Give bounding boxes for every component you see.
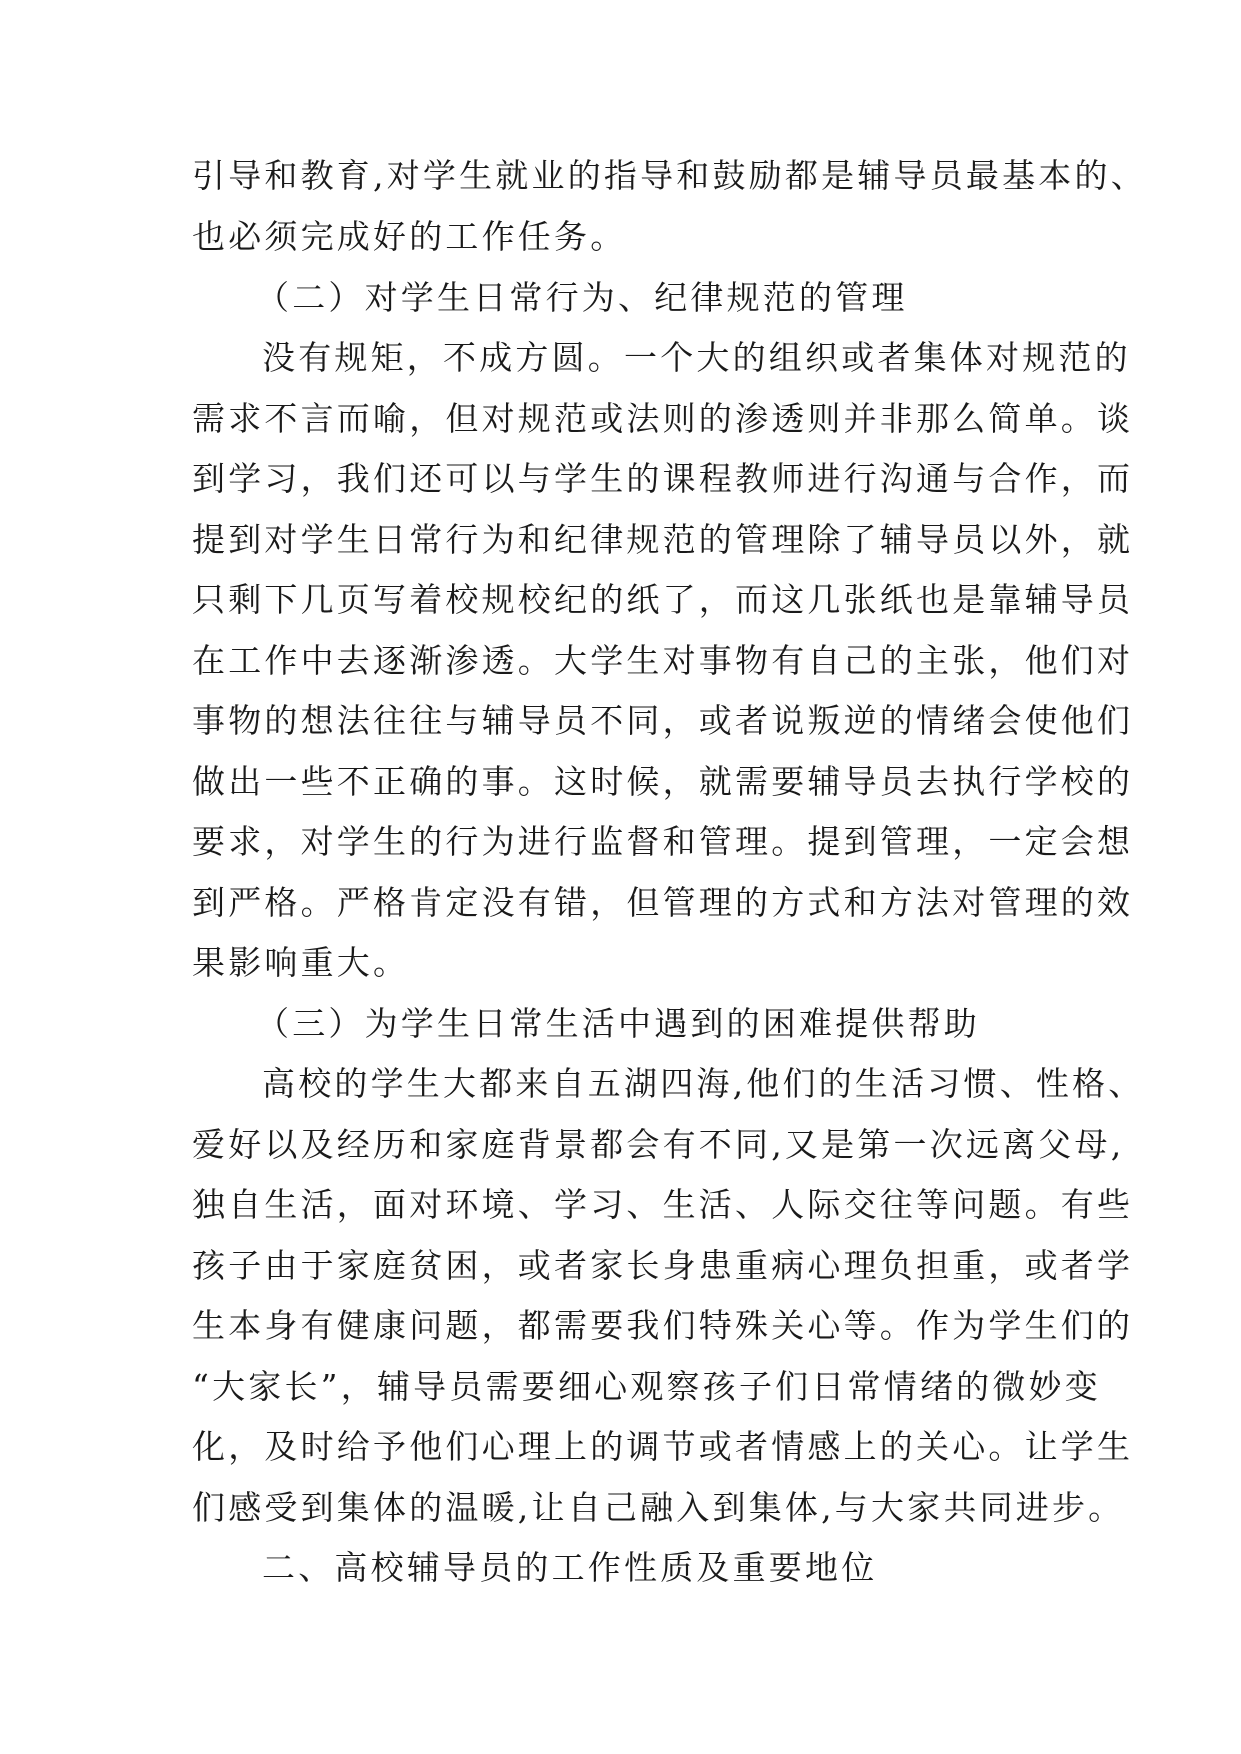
section-heading-2: （二）对学生日常行为、纪律规范的管理 xyxy=(256,278,908,317)
body-text-line: 们感受到集体的温暖,让自己融入到集体,与大家共同进步。 xyxy=(192,1488,1125,1527)
paragraph-start: 没有规矩，不成方圆。一个大的组织或者集体对规范的 xyxy=(262,338,1131,377)
body-text-line: 只剩下几页写着校规校纪的纸了，而这几张纸也是靠辅导员 xyxy=(192,580,1134,619)
body-text-line: 生本身有健康问题，都需要我们特殊关心等。作为学生们的 xyxy=(192,1306,1134,1345)
body-text-line: 事物的想法往往与辅导员不同，或者说叛逆的情绪会使他们 xyxy=(192,701,1134,740)
body-text-line: 孩子由于家庭贫困，或者家长身患重病心理负担重，或者学 xyxy=(192,1246,1134,1285)
body-text-line: 需求不言而喻，但对规范或法则的渗透则并非那么简单。谈 xyxy=(192,399,1134,438)
body-text-line: 要求，对学生的行为进行监督和管理。提到管理，一定会想 xyxy=(192,822,1134,861)
body-text-line: “大家长”，辅导员需要细心观察孩子们日常情绪的微妙变 xyxy=(192,1367,1101,1406)
body-text-line: 提到对学生日常行为和纪律规范的管理除了辅导员以外，就 xyxy=(192,520,1134,559)
chapter-heading: 二、高校辅导员的工作性质及重要地位 xyxy=(262,1548,878,1587)
section-heading-3: （三）为学生日常生活中遇到的困难提供帮助 xyxy=(256,1004,980,1043)
body-text-line: 到严格。严格肯定没有错，但管理的方式和方法对管理的效 xyxy=(192,883,1134,922)
body-text-line: 化，及时给予他们心理上的调节或者情感上的关心。让学生 xyxy=(192,1427,1134,1466)
body-text-line: 引导和教育,对学生就业的指导和鼓励都是辅导员最基本的、 xyxy=(192,156,1147,195)
body-text-line: 在工作中去逐渐渗透。大学生对事物有自己的主张，他们对 xyxy=(192,641,1134,680)
body-text-line: 也必须完成好的工作任务。 xyxy=(192,217,627,256)
body-text-line: 独自生活，面对环境、学习、生活、人际交往等问题。有些 xyxy=(192,1185,1134,1224)
paragraph-start: 高校的学生大都来自五湖四海,他们的生活习惯、性格、 xyxy=(262,1064,1145,1103)
body-text-line: 到学习，我们还可以与学生的课程教师进行沟通与合作，而 xyxy=(192,459,1134,498)
body-text-line: 爱好以及经历和家庭背景都会有不同,又是第一次远离父母, xyxy=(192,1125,1125,1164)
body-text-line: 做出一些不正确的事。这时候，就需要辅导员去执行学校的 xyxy=(192,762,1134,801)
body-text-line: 果影响重大。 xyxy=(192,943,410,982)
